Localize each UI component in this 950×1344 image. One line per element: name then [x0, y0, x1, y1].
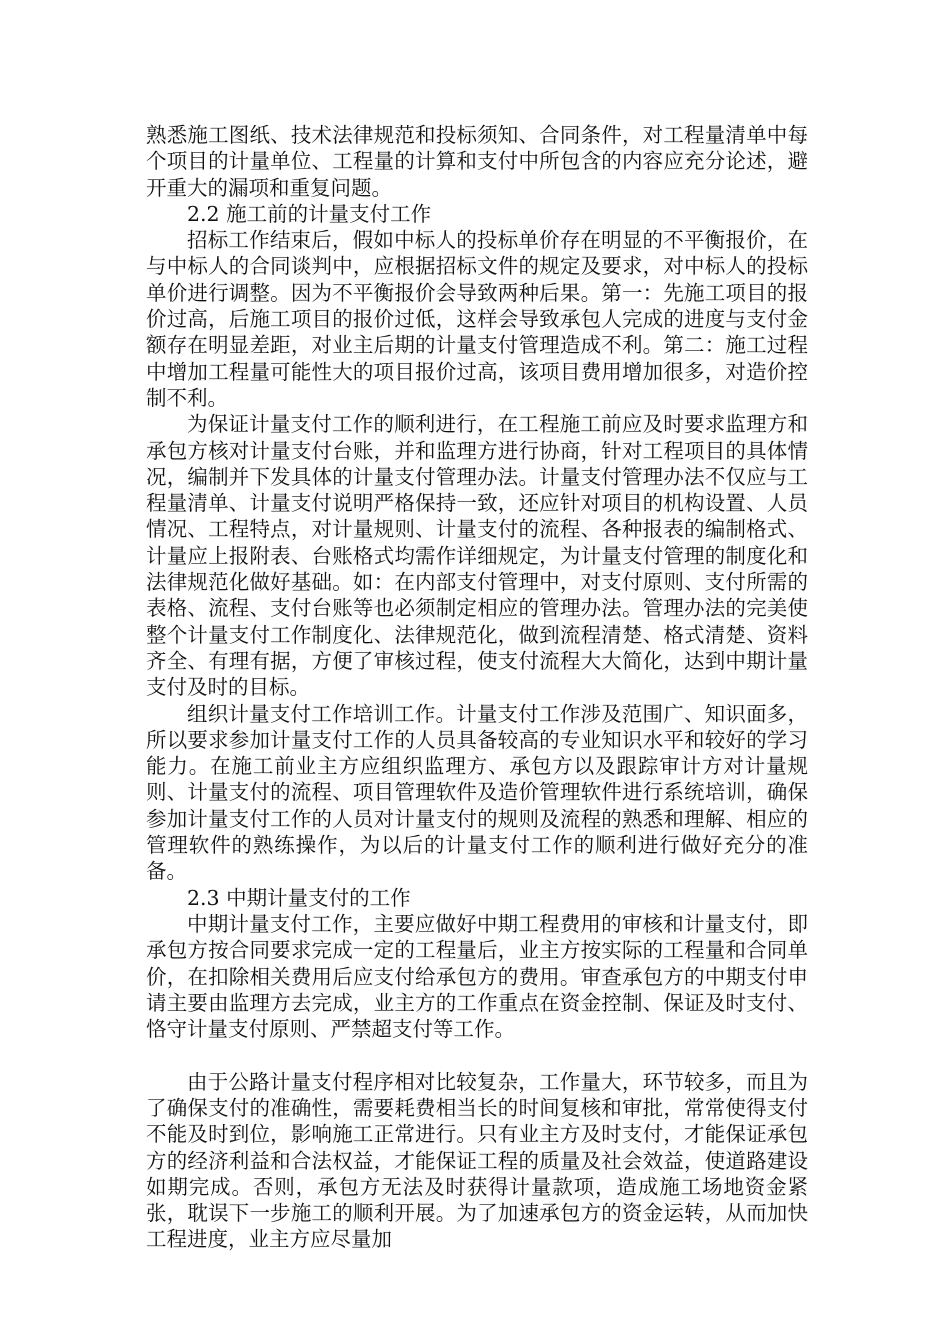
document-body	[146, 122, 808, 1253]
paragraph-interim-payment: 中期计量支付工作，主要应做好中期工程费用的审核和计量支付，即承包方按合同要求完成一定的工程量后，业主方按实际的工程量和合同单价，在扣除相关费用后应支付给承包方的费用。审查承包方的中期支付申请主要由监理方去完成，业主方的工作重点在资金控制、保证及时支付、恪守计量支付原则、严禁超支付等工作。	[146, 911, 808, 1042]
paragraph-timely-payment: 由于公路计量支付程序相对比较复杂，工作量大，环节较多，而且为了确保支付的准确性，需要耗费相当长的时间复核和审批，常常使得支付不能及时到位，影响施工正常进行。只有业主方及时支付，才能保证承包方的经济利益和合法权益，才能保证工程的质量及社会效益，使道路建设如期完成。否则，承包方无法及时获得计量款项，造成施工场地资金紧张，耽误下一步施工的顺利开展。为了加速承包方的资金运转，从而加快工程进度，业主方应尽量加	[146, 1069, 808, 1252]
section-heading-2-2: 2.2 施工前的计量支付工作	[187, 201, 432, 226]
section-heading-2-3: 2.3 中期计量支付的工作	[187, 885, 411, 910]
paragraph-payment-management: 为保证计量支付工作的顺利进行，在工程施工前应及时要求监理方和承包方核对计量支付台账，并和监理方进行协商，针对工程项目的具体情况，编制并下发具体的计量支付管理办法。计量支付管理办法不仅应与工程量清单、计量支付说明严格保持一致，还应针对项目的机构设置、人员情况、工程特点，对计量规则、计量支付的流程、各种报表的编制格式、计量应上报附表、台账格式均需作详细规定，为计量支付管理的制度化和法律规范化做好基础。如：在内部支付管理中，对支付原则、支付所需的表格、流程、支付台账等也必须制定相应的管理办法。管理办法的完美使整个计量支付工作制度化、法律规范化，做到流程清楚、格式清楚、资料齐全、有理有据，方便了审核过程，使支付流程大大简化，达到中期计量支付及时的目标。	[146, 412, 808, 700]
paragraph-training: 组织计量支付工作培训工作。计量支付工作涉及范围广、知识面多，所以要求参加计量支付工作的人员具备较高的专业知识水平和较好的学习能力。在施工前业主方应组织监理方、承包方以及跟踪审计方对计量规则、计量支付的流程、项目管理软件及造价管理软件进行系统培训，确保参加计量支付工作的人员对计量支付的规则及流程的熟悉和理解、相应的管理软件的熟练操作，为以后的计量支付工作的顺利进行做好充分的准备。	[146, 701, 808, 884]
paragraph-gap	[146, 1042, 808, 1068]
paragraph-unbalanced-bids: 招标工作结束后，假如中标人的投标单价存在明显的不平衡报价，在与中标人的合同谈判中，应根据招标文件的规定及要求，对中标人的投标单价进行调整。因为不平衡报价会导致两种后果。第一：先施工项目的报价过高，后施工项目的报价过低，这样会导致承包人完成的进度与支付金额存在明显差距，对业主后期的计量支付管理造成不利。第二：施工过程中增加工程量可能性大的项目报价过高，该项目费用增加很多，对造价控制不利。	[146, 228, 808, 410]
paragraph-continued: 熟悉施工图纸、技术法律规范和投标须知、合同条件，对工程量清单中每个项目的计量单位、工程量的计算和支付中所包含的内容应充分论述，避开重大的漏项和重复问题。	[146, 123, 808, 200]
